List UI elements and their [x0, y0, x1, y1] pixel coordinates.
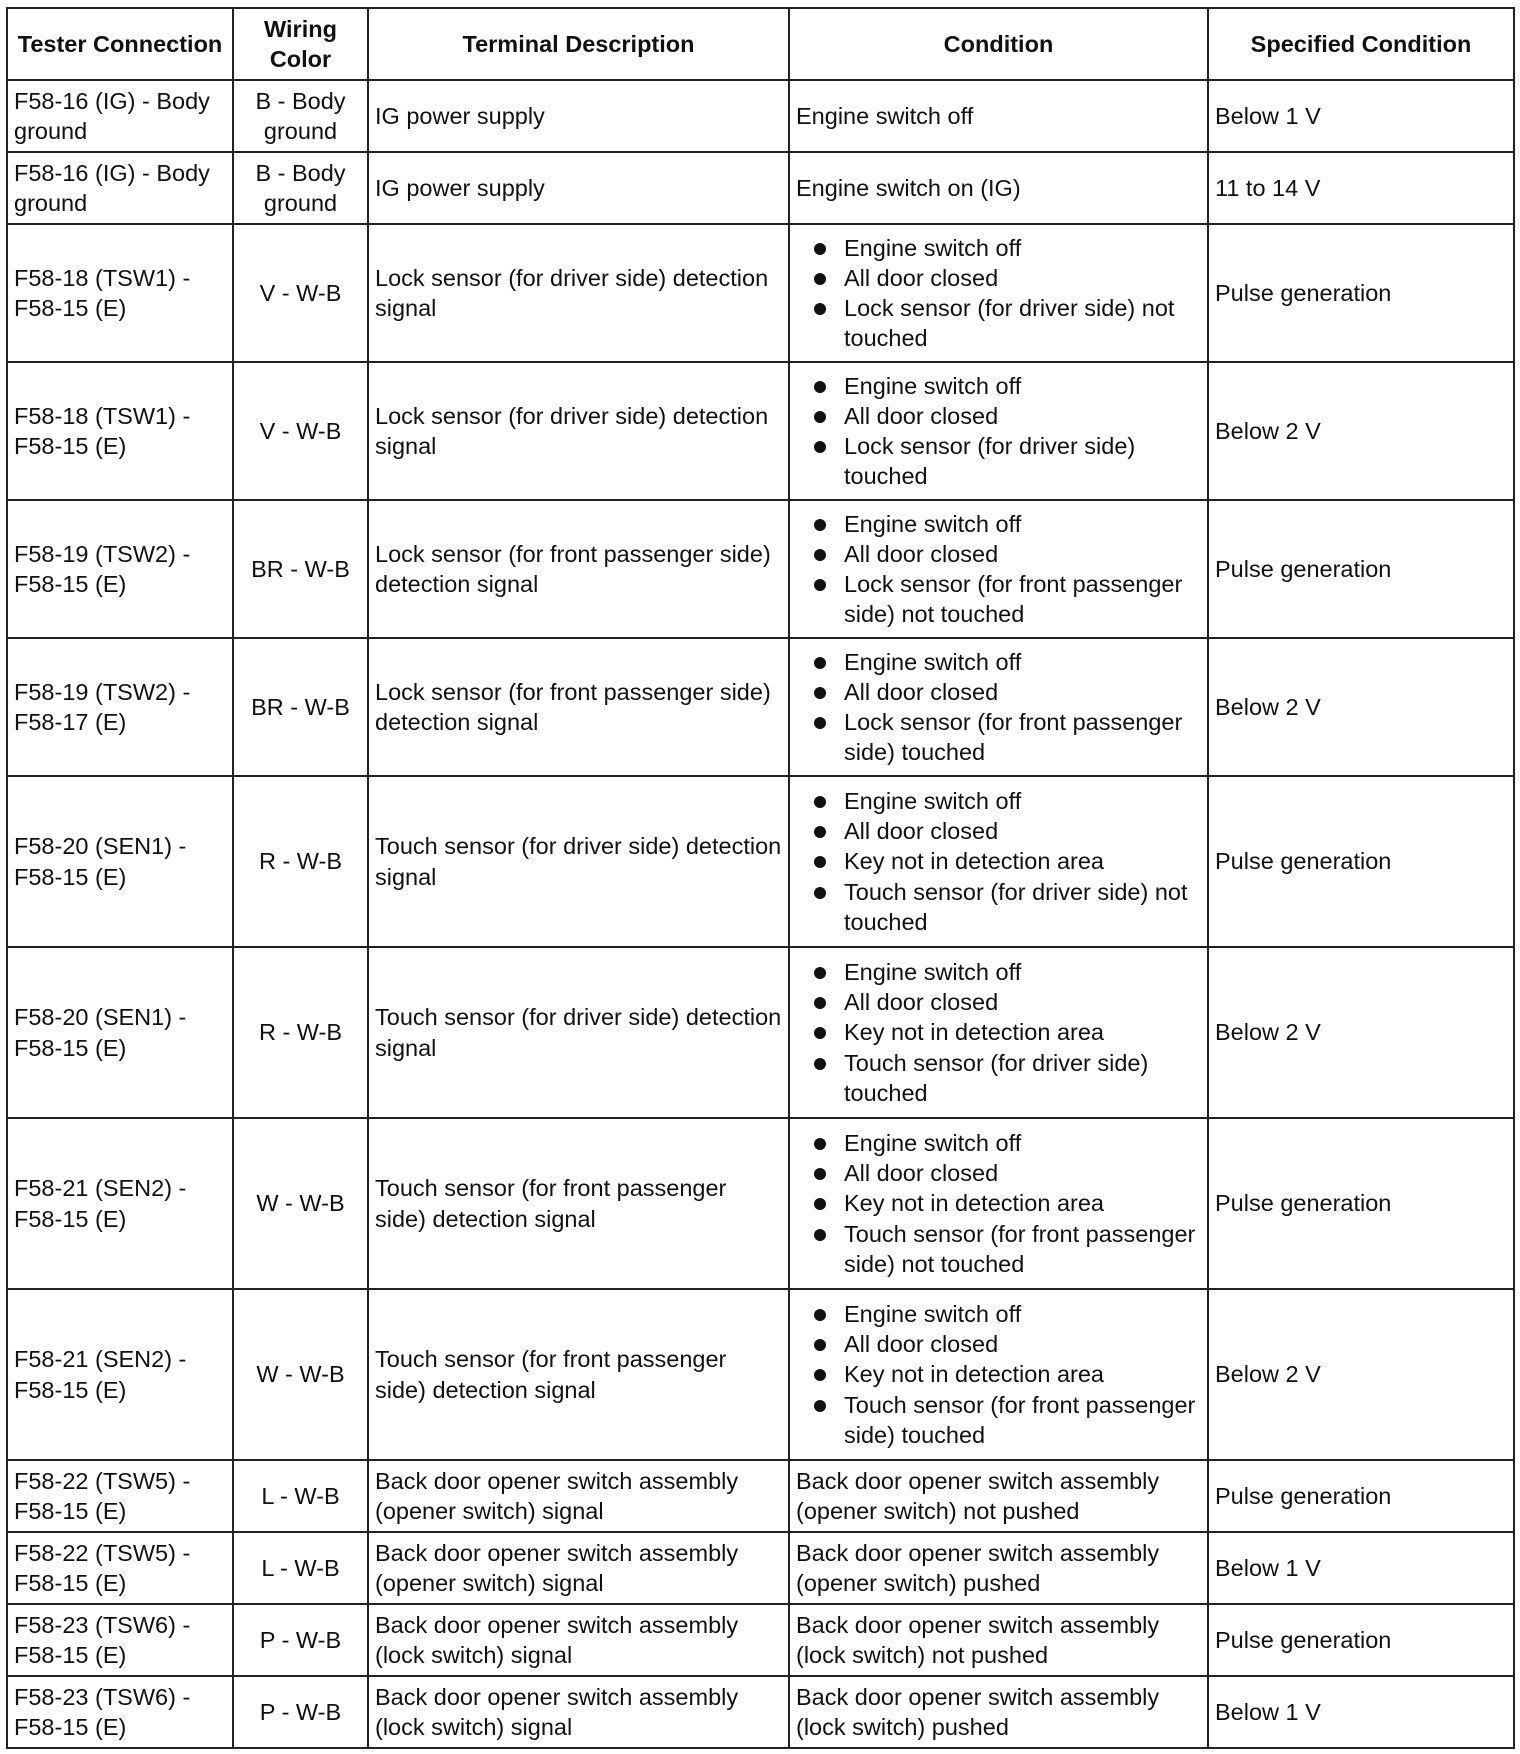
wiring-color-cell: L - W-B	[233, 1460, 368, 1532]
tester-connection-cell: F58-18 (TSW1) - F58-15 (E)	[7, 362, 233, 500]
table-row	[7, 1532, 1514, 1604]
condition-list-item: All door closed	[844, 539, 1201, 569]
header-wiring-color: Wiring Color	[233, 8, 368, 80]
wiring-color-cell: B - Body ground	[233, 80, 368, 152]
condition-list	[796, 371, 1201, 491]
header-tester-connection: Tester Connection	[7, 8, 233, 80]
specified-condition-cell: Pulse generation	[1208, 1460, 1514, 1532]
condition-cell	[789, 1289, 1208, 1460]
tester-connection-cell: F58-20 (SEN1) - F58-15 (E)	[7, 776, 233, 947]
table-row	[7, 947, 1514, 1118]
condition-list-item: Engine switch off	[844, 1128, 1201, 1158]
condition-cell	[789, 638, 1208, 776]
condition-text: Engine switch on (IG)	[796, 174, 1021, 201]
condition-cell	[789, 500, 1208, 638]
table-row	[7, 362, 1514, 500]
wiring-color-cell: R - W-B	[233, 776, 368, 947]
condition-cell	[789, 947, 1208, 1118]
specified-condition-cell: Pulse generation	[1208, 1118, 1514, 1289]
terminal-description-cell: Lock sensor (for driver side) detection signal	[368, 224, 789, 362]
terminal-description-cell: Touch sensor (for front passenger side) detection signal	[368, 1118, 789, 1289]
table-row	[7, 1118, 1514, 1289]
specified-condition-cell: Below 1 V	[1208, 80, 1514, 152]
condition-text: Engine switch off	[796, 102, 974, 129]
table-row	[7, 1676, 1514, 1748]
condition-text: Back door opener switch assembly (lock switch) not pushed	[796, 1611, 1160, 1668]
terminal-description-cell: Lock sensor (for front passenger side) detection signal	[368, 638, 789, 776]
condition-cell	[789, 1532, 1208, 1604]
terminal-description-cell: Touch sensor (for front passenger side) detection signal	[368, 1289, 789, 1460]
condition-list	[796, 1128, 1201, 1278]
table-row	[7, 1289, 1514, 1460]
terminal-description-cell: Back door opener switch assembly (opener switch) signal	[368, 1460, 789, 1532]
table-row	[7, 80, 1514, 152]
terminal-table-wrapper	[6, 7, 1515, 1749]
condition-text: Back door opener switch assembly (lock switch) pushed	[796, 1683, 1160, 1740]
tester-connection-cell: F58-19 (TSW2) - F58-15 (E)	[7, 500, 233, 638]
condition-list-item: Lock sensor (for front passenger side) not touched	[844, 569, 1201, 629]
tester-connection-cell: F58-16 (IG) - Body ground	[7, 152, 233, 224]
condition-list-item: Engine switch off	[844, 957, 1201, 987]
table-row	[7, 638, 1514, 776]
condition-list-item: Key not in detection area	[844, 846, 1201, 876]
wiring-color-cell: BR - W-B	[233, 500, 368, 638]
wiring-color-cell: P - W-B	[233, 1676, 368, 1748]
table-row	[7, 152, 1514, 224]
condition-list	[796, 233, 1201, 353]
tester-connection-cell: F58-22 (TSW5) - F58-15 (E)	[7, 1460, 233, 1532]
condition-list-item: Engine switch off	[844, 647, 1201, 677]
wiring-color-cell: BR - W-B	[233, 638, 368, 776]
tester-connection-cell: F58-23 (TSW6) - F58-15 (E)	[7, 1676, 233, 1748]
condition-list-item: Key not in detection area	[844, 1359, 1201, 1389]
wiring-color-cell: P - W-B	[233, 1604, 368, 1676]
condition-list-item: All door closed	[844, 263, 1201, 293]
condition-text: Back door opener switch assembly (opener switch) not pushed	[796, 1467, 1160, 1524]
terminal-table	[6, 7, 1515, 1749]
header-specified-condition: Specified Condition	[1208, 8, 1514, 80]
specified-condition-cell: Pulse generation	[1208, 500, 1514, 638]
specified-condition-cell: Pulse generation	[1208, 224, 1514, 362]
terminal-description-cell: Back door opener switch assembly (lock switch) signal	[368, 1604, 789, 1676]
wiring-color-cell: W - W-B	[233, 1118, 368, 1289]
terminal-description-cell: Touch sensor (for driver side) detection signal	[368, 776, 789, 947]
tester-connection-cell: F58-19 (TSW2) - F58-17 (E)	[7, 638, 233, 776]
condition-list	[796, 957, 1201, 1107]
tester-connection-cell: F58-22 (TSW5) - F58-15 (E)	[7, 1532, 233, 1604]
condition-list-item: Lock sensor (for driver side) touched	[844, 431, 1201, 491]
condition-list	[796, 647, 1201, 767]
condition-list-item: Touch sensor (for front passenger side) not touched	[844, 1219, 1201, 1279]
condition-list-item: Engine switch off	[844, 371, 1201, 401]
table-row	[7, 500, 1514, 638]
condition-list-item: All door closed	[844, 1329, 1201, 1359]
specified-condition-cell: 11 to 14 V	[1208, 152, 1514, 224]
condition-list-item: All door closed	[844, 677, 1201, 707]
wiring-color-cell: L - W-B	[233, 1532, 368, 1604]
tester-connection-cell: F58-20 (SEN1) - F58-15 (E)	[7, 947, 233, 1118]
terminal-description-cell: IG power supply	[368, 152, 789, 224]
condition-list-item: Touch sensor (for driver side) touched	[844, 1048, 1201, 1108]
specified-condition-cell: Below 2 V	[1208, 947, 1514, 1118]
condition-cell	[789, 152, 1208, 224]
condition-list-item: Key not in detection area	[844, 1017, 1201, 1047]
terminal-description-cell: Back door opener switch assembly (opener switch) signal	[368, 1532, 789, 1604]
condition-cell	[789, 362, 1208, 500]
terminal-description-cell: Lock sensor (for driver side) detection signal	[368, 362, 789, 500]
table-row	[7, 776, 1514, 947]
table-row	[7, 1604, 1514, 1676]
specified-condition-cell: Below 2 V	[1208, 362, 1514, 500]
condition-list-item: Engine switch off	[844, 1299, 1201, 1329]
condition-list-item: All door closed	[844, 816, 1201, 846]
condition-list-item: Key not in detection area	[844, 1188, 1201, 1218]
tester-connection-cell: F58-21 (SEN2) - F58-15 (E)	[7, 1289, 233, 1460]
specified-condition-cell: Pulse generation	[1208, 1604, 1514, 1676]
condition-list-item: Engine switch off	[844, 509, 1201, 539]
condition-list	[796, 1299, 1201, 1449]
wiring-color-cell: B - Body ground	[233, 152, 368, 224]
terminal-description-cell: Back door opener switch assembly (lock switch) signal	[368, 1676, 789, 1748]
condition-list-item: Lock sensor (for driver side) not touched	[844, 293, 1201, 353]
header-row	[7, 8, 1514, 80]
specified-condition-cell: Below 2 V	[1208, 638, 1514, 776]
tester-connection-cell: F58-21 (SEN2) - F58-15 (E)	[7, 1118, 233, 1289]
tester-connection-cell: F58-23 (TSW6) - F58-15 (E)	[7, 1604, 233, 1676]
tester-connection-cell: F58-18 (TSW1) - F58-15 (E)	[7, 224, 233, 362]
condition-list-item: Touch sensor (for driver side) not touched	[844, 877, 1201, 937]
condition-text: Back door opener switch assembly (opener switch) pushed	[796, 1539, 1160, 1596]
tester-connection-cell: F58-16 (IG) - Body ground	[7, 80, 233, 152]
specified-condition-cell: Below 1 V	[1208, 1676, 1514, 1748]
condition-cell	[789, 1460, 1208, 1532]
condition-list-item: All door closed	[844, 987, 1201, 1017]
terminal-description-cell: Touch sensor (for driver side) detection signal	[368, 947, 789, 1118]
specified-condition-cell: Below 1 V	[1208, 1532, 1514, 1604]
condition-cell	[789, 1118, 1208, 1289]
wiring-color-cell: W - W-B	[233, 1289, 368, 1460]
condition-list	[796, 786, 1201, 936]
header-condition: Condition	[789, 8, 1208, 80]
condition-list-item: All door closed	[844, 401, 1201, 431]
table-body	[7, 80, 1514, 1748]
condition-list-item: Touch sensor (for front passenger side) touched	[844, 1390, 1201, 1450]
condition-list-item: All door closed	[844, 1158, 1201, 1188]
condition-list-item: Engine switch off	[844, 786, 1201, 816]
terminal-description-cell: Lock sensor (for front passenger side) detection signal	[368, 500, 789, 638]
wiring-color-cell: R - W-B	[233, 947, 368, 1118]
table-row	[7, 1460, 1514, 1532]
condition-list-item: Engine switch off	[844, 233, 1201, 263]
condition-cell	[789, 80, 1208, 152]
terminal-description-cell: IG power supply	[368, 80, 789, 152]
condition-list	[796, 509, 1201, 629]
condition-list-item: Lock sensor (for front passenger side) touched	[844, 707, 1201, 767]
condition-cell	[789, 776, 1208, 947]
wiring-color-cell: V - W-B	[233, 362, 368, 500]
specified-condition-cell: Below 2 V	[1208, 1289, 1514, 1460]
header-terminal-description: Terminal Description	[368, 8, 789, 80]
specified-condition-cell: Pulse generation	[1208, 776, 1514, 947]
condition-cell	[789, 224, 1208, 362]
condition-cell	[789, 1676, 1208, 1748]
table-row	[7, 224, 1514, 362]
wiring-color-cell: V - W-B	[233, 224, 368, 362]
condition-cell	[789, 1604, 1208, 1676]
